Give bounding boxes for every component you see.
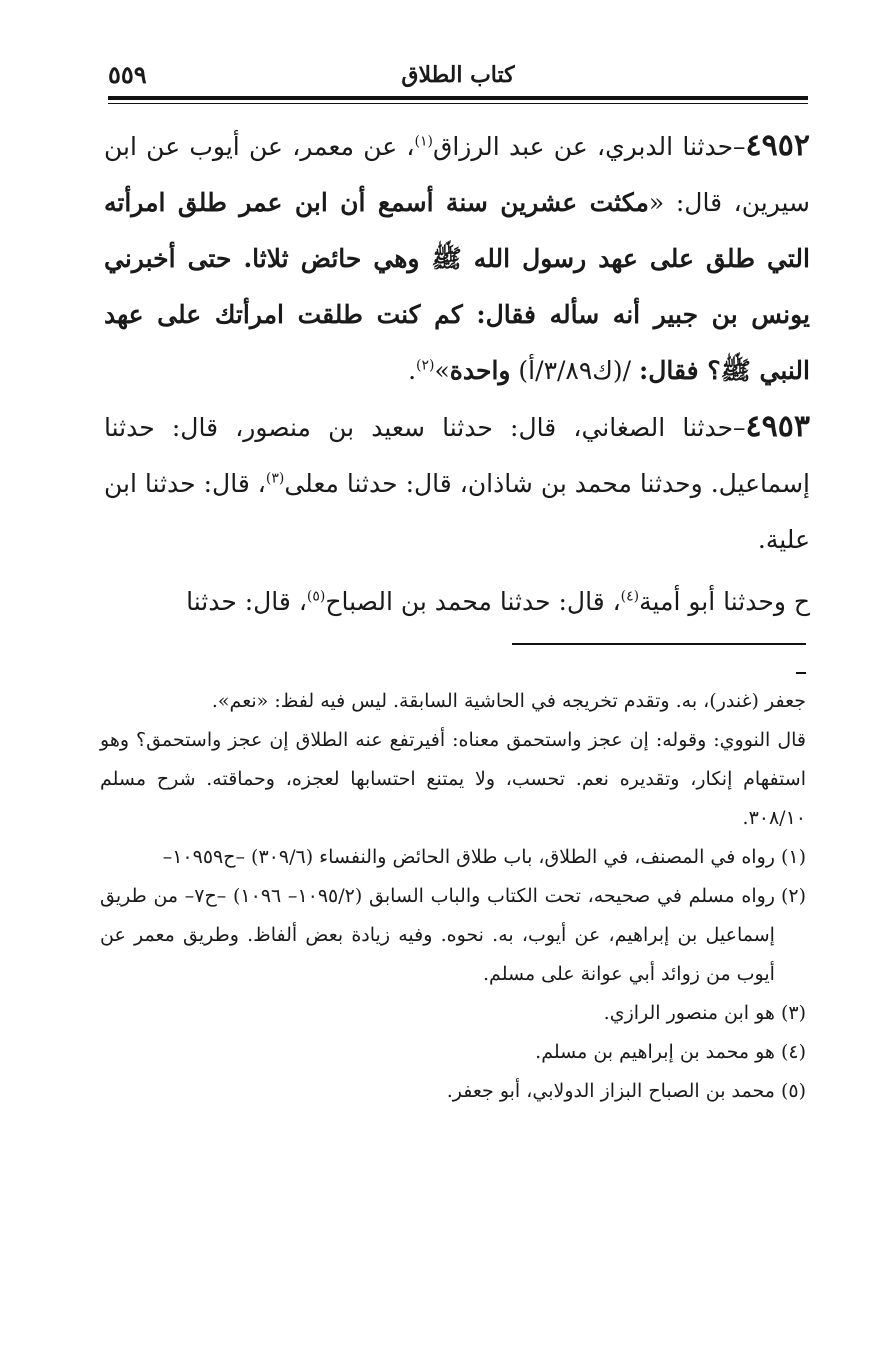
footnote-ref: (٢) xyxy=(416,357,435,374)
book-title: كتاب الطلاق xyxy=(401,62,515,88)
main-text xyxy=(104,118,810,630)
hadith-number: ٤٩٥٣ xyxy=(745,409,810,444)
hadith-matn: مكثت عشرين سنة أسمع أن ابن عمر طلق امرأته التي طلق على عهد رسول الله ﷺ وهي حائض ثلاثا. حتى أخبرني يونس بن جبير أنه سأله فقال: كم كنت طلقت امرأتك على عهد النبي ﷺ؟ فقال: xyxy=(104,188,810,385)
footnote-label: (١) xyxy=(780,846,806,868)
footnote-text: محمد بن الصباح البزاز الدولابي، أبو جعفر. xyxy=(446,1080,775,1102)
footnote-continuation: قال النووي: وقوله: إن عجز واستحمق معناه: أفيرتفع عنه الطلاق إن عجز واستحمق؟ وهو استفهام إنكار، وتقديره نعم. تحسب، ولا يمتنع احتسابها لعجزه، وحماقته. شرح مسلم ٣٠٨/١٠. xyxy=(100,729,806,829)
footnote-ref: (١) xyxy=(414,133,433,150)
footnote-text: هو ابن منصور الرازي. xyxy=(603,1002,775,1024)
footnote-label: (٣) xyxy=(780,1002,806,1024)
header-rule-thin xyxy=(108,103,808,104)
footnote-continuation: جعفر (غندر)، به. وتقدم تخريجه في الحاشية السابقة. ليس فيه لفظ: «نعم». xyxy=(211,690,806,712)
footnotes xyxy=(100,682,806,1111)
hadith-4953: ٤٩٥٣–حدثنا الصغاني، قال: حدثنا سعيد بن منصور، قال: حدثنا إسماعيل. وحدثنا محمد بن شاذان، قال: حدثنا معلى$^{(٣)}$، قال: حدثنا ابن علية. xyxy=(104,409,810,554)
footnote-label: (٢) xyxy=(780,885,806,907)
footnote-item xyxy=(100,877,806,994)
continuation-mark xyxy=(796,672,806,674)
footnote-text: رواه مسلم في صحيحه، تحت الكتاب والباب السابق (١٠٩٥/٢– ١٠٩٦) –ح٧– من طريق إسماعيل بن إبراهيم، عن أيوب، به. نحوه. وفيه زيادة بعض ألفاظ. وطريق معمر عن أيوب من زوائد أبي عوانة على مسلم. xyxy=(100,885,775,985)
footnote-label: (٥) xyxy=(780,1080,806,1102)
footnote-item xyxy=(100,838,806,877)
footnote-ref: (٤) xyxy=(620,588,640,605)
footnote-text: هو محمد بن إبراهيم بن مسلم. xyxy=(535,1041,775,1063)
footnote-text: رواه في المصنف، في الطلاق، باب طلاق الحائض والنفساء (٣٠٩/٦) –ح١٠٩٥٩– xyxy=(162,846,775,868)
hadith-4952: ٤٩٥٢–حدثنا الدبري، عن عبد الرزاق$^{(١)}$، عن معمر، عن أيوب عن ابن سيرين، قال: «مكثت عشرين سنة أسمع أن ابن عمر طلق امرأته التي طلق على عهد رسول الله ﷺ وهي حائض ثلاثا. حتى أخبرني يونس بن جبير أنه سأله فقال: كم كنت طلقت امرأتك على عهد النبي ﷺ؟ فقال: /(ك٣/٨٩/أ) واحدة»$^{(٢)}$. xyxy=(104,128,811,385)
footnote-label: (٤) xyxy=(780,1041,806,1063)
header-rule-thick xyxy=(108,96,808,100)
page-header xyxy=(108,58,808,98)
hadith-chain-ha: ح وحدثنا أبو أمية$^{(٤)}$، قال: حدثنا محمد بن الصباح$^{(٥)}$، قال: حدثنا xyxy=(186,587,810,616)
footnote-item xyxy=(100,1072,806,1111)
footnote-separator xyxy=(512,643,806,645)
footnote-ref: (٣) xyxy=(265,470,285,487)
hadith-number: ٤٩٥٢ xyxy=(745,128,810,163)
footnote-item xyxy=(100,994,806,1033)
page-number: ٥٥٩ xyxy=(108,60,147,89)
footnote-ref: (٥) xyxy=(306,588,326,605)
footnote-item xyxy=(100,1033,806,1072)
